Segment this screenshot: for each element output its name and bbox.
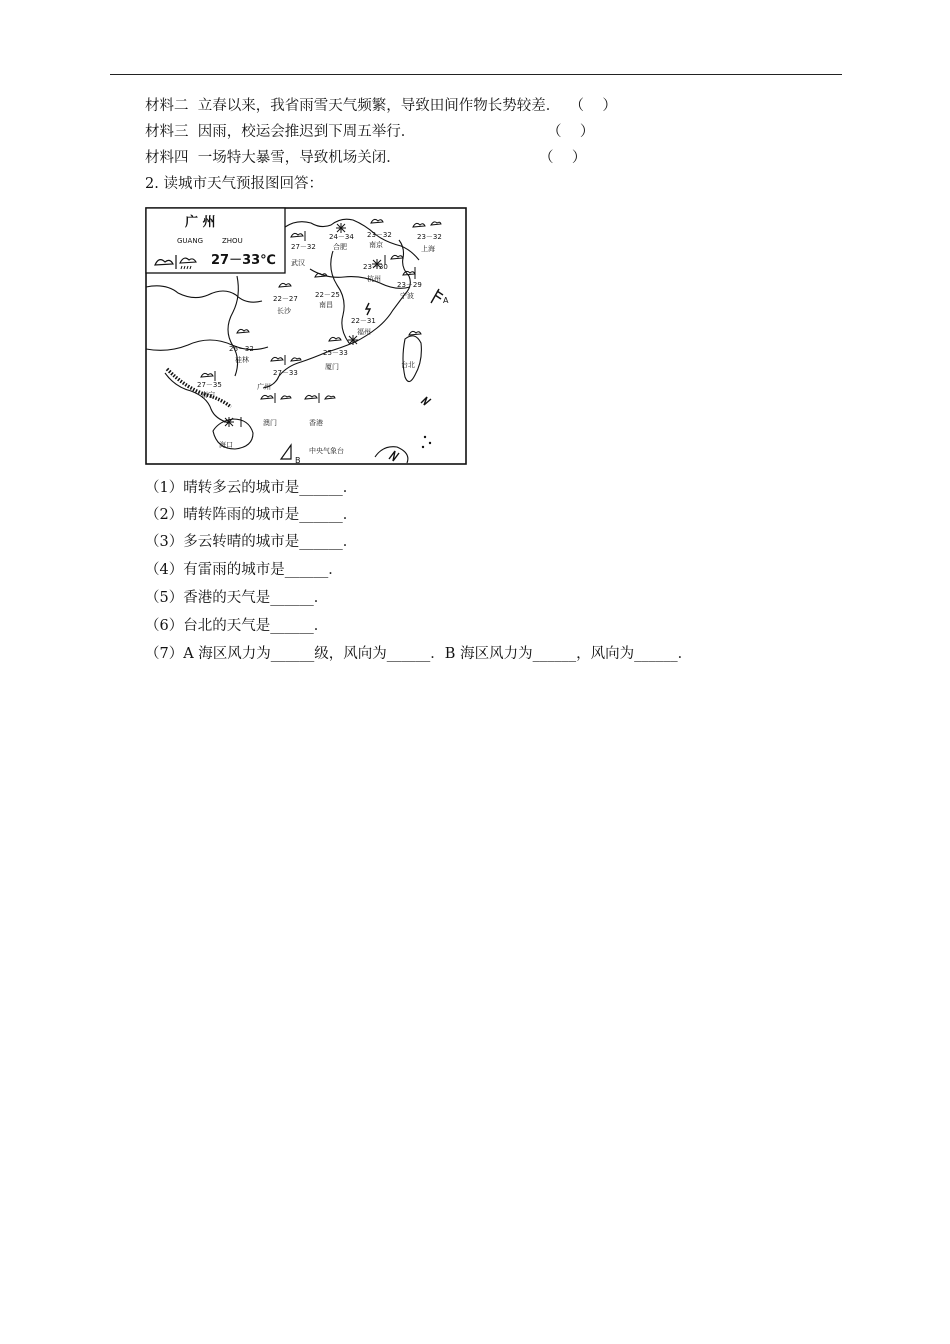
svg-text:27－35: 27－35: [197, 381, 222, 389]
inset-pinyin-1: GUANG: [177, 237, 203, 245]
header-rule: [110, 74, 842, 75]
sub-question-3: （3）多云转晴的城市是______．: [145, 534, 358, 550]
svg-text:福州: 福州: [357, 328, 371, 336]
svg-text:武汉: 武汉: [291, 259, 305, 267]
svg-text:27－32: 27－32: [291, 243, 316, 251]
svg-text:澳门: 澳门: [263, 419, 277, 427]
sub-question-5: （5）香港的天气是______．: [145, 590, 329, 606]
svg-text:长沙: 长沙: [277, 307, 291, 315]
svg-text:24－34: 24－34: [329, 233, 354, 241]
svg-text:22－27: 22－27: [273, 295, 298, 303]
inset-city: 广 州: [185, 215, 216, 230]
label-b: B: [295, 456, 301, 465]
svg-text:27－33: 27－33: [273, 369, 298, 377]
question-2-title: 2. 读城市天气预报图回答：: [145, 176, 323, 192]
weather-map: [145, 207, 467, 465]
material-3: 材料三 因雨，校运会推迟到下周五举行． （ ）: [145, 124, 595, 140]
svg-text:杭州: 杭州: [367, 275, 381, 283]
svg-text:合肥: 合肥: [333, 243, 347, 251]
svg-text:23－32: 23－32: [367, 231, 392, 239]
svg-text:23－30: 23－30: [363, 263, 388, 271]
svg-text:南宁: 南宁: [201, 391, 215, 399]
svg-text:25－33: 25－33: [323, 349, 348, 357]
svg-text:宁波: 宁波: [400, 292, 414, 300]
svg-text:23－32: 23－32: [417, 233, 442, 241]
svg-text:厦门: 厦门: [325, 363, 339, 371]
inset-temp: 27－33℃: [211, 253, 276, 268]
map-source: 中央气象台: [309, 447, 344, 455]
svg-text:南京: 南京: [369, 241, 383, 249]
inset-pinyin-2: ZHOU: [222, 237, 243, 245]
svg-text:广州: 广州: [257, 383, 271, 391]
material-4: 材料四 一场特大暴雪，导致机场关闭． （ ）: [145, 150, 587, 166]
label-a: A: [443, 296, 449, 305]
svg-text:台北: 台北: [401, 361, 415, 369]
svg-text:桂林: 桂林: [235, 356, 249, 364]
svg-text:22－31: 22－31: [351, 317, 376, 325]
sub-question-6: （6）台北的天气是______．: [145, 618, 329, 634]
sub-question-1: （1）晴转多云的城市是______．: [145, 480, 358, 496]
svg-text:23－29: 23－29: [397, 281, 422, 289]
svg-text:上海: 上海: [421, 245, 435, 253]
sub-question-4: （4）有雷雨的城市是______．: [145, 562, 343, 578]
material-2: 材料二 立春以来，我省雨雪天气频繁，导致田间作物长势较差． （ ）: [145, 98, 617, 114]
svg-text:南昌: 南昌: [319, 301, 333, 309]
sub-question-2: （2）晴转阵雨的城市是______．: [145, 507, 358, 523]
svg-text:22－25: 22－25: [315, 291, 340, 299]
svg-text:海口: 海口: [219, 441, 233, 449]
sub-question-7: （7）A 海区风力为______级，风向为______．B 海区风力为______，风向为______．: [145, 646, 693, 662]
svg-text:香港: 香港: [309, 419, 323, 427]
svg-text:26－32: 26－32: [229, 345, 254, 353]
